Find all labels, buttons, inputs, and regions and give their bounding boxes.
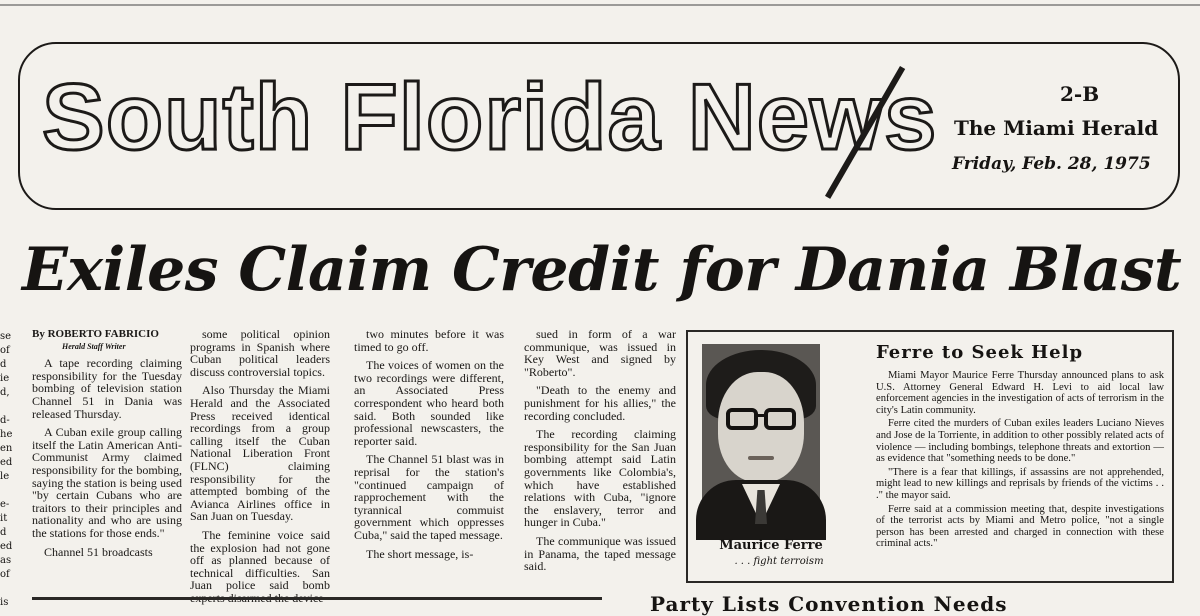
- sidebar-paragraph: Miami Mayor Maurice Ferre Thursday announced plans to ask U.S. Attorney General Edward H. Levi to aid local law enforcement agencies in the investigation of acts of terrorism in the city's Latin community.: [876, 370, 1164, 416]
- article-paragraph: The feminine voice said the explosion had not gone off as planned because of technical difficulties. San Juan police said bomb: [190, 527, 330, 593]
- sidebar-paragraph: "There is a fear that killings, if assassins are not apprehended, might lead to new killings and reprisals by friends of the victims . . ." the mayor said.: [876, 466, 1164, 501]
- paper-name: The Miami Herald: [954, 116, 1159, 140]
- article-paragraph: Also Thursday the Miami Herald and the Associated Press received identical recordings from a group calling itself the Cuban National Liberation Front (FLNC) claiming responsibility for the attempted bombing of the Avianca Airlines office in San Juan on Tuesday.: [190, 383, 330, 524]
- article-paragraph: The communique was issued in Panama, the taped message said.: [524, 533, 676, 574]
- article-paragraph: The short message, is-: [366, 546, 474, 561]
- headline: Exiles Claim Credit for Dania Blast: [22, 235, 1182, 305]
- article-paragraph: some political opinion programs in Spanish where Cuban political leaders discuss controversial topics.: [190, 327, 330, 379]
- cutoff-fragment: d: [0, 527, 7, 538]
- sidebar-body: [876, 370, 1164, 552]
- sidebar-box: [686, 330, 1174, 583]
- cutoff-fragment: e-: [0, 499, 10, 510]
- cutoff-fragment: d: [0, 359, 7, 370]
- cutoff-fragment: ie: [0, 373, 10, 384]
- cutoff-fragment: [0, 582, 14, 596]
- article-paragraph: The recording claiming responsibility for the San Juan bombing attempt said Latin governments like Colombia's, which have established relations with Cuba, "ignore the enslavery, terror and hunger in Cuba.": [524, 427, 676, 530]
- sidebar-title: Ferre to Seek Help: [876, 342, 1084, 363]
- cutoff-fragment: as: [0, 555, 12, 566]
- cutoff-fragment: d-: [0, 415, 10, 426]
- article-paragraph: sued in form of a war communique, was issued in Key West and signed by "Roberto".: [524, 327, 676, 379]
- photo-caption-name: Maurice Ferre: [719, 538, 823, 553]
- article-paragraph: A Cuban exile group calling itself the Latin American Anti-Communist Army claimed responsibility for the bombing, saying the station is being used "by certain Cubans who are traitors to their principles and nationality and who are using the stations for those ends.": [32, 425, 182, 540]
- article-paragraph: two minutes before it was timed to go off.: [354, 327, 504, 354]
- cutoff-fragment: [0, 400, 14, 414]
- bottom-headline: Party Lists Convention Needs: [650, 592, 1008, 616]
- page-number: 2-B: [1060, 82, 1100, 106]
- article-column-1: [32, 328, 182, 564]
- cutoff-column: [0, 330, 14, 610]
- sidebar-paragraph: Ferre said at a commission meeting that, despite investigations of the terrorist acts by Miami and Metro police, "not a single person has been arrested and charged in connection with these criminal acts.": [876, 503, 1164, 550]
- byline-role: Herald Staff Writer: [62, 341, 126, 351]
- cutoff-fragment: le: [0, 471, 10, 482]
- section-title: South Florida News: [42, 64, 938, 169]
- article-paragraph: "Death to the enemy and punishment for his allies," the recording concluded.: [524, 383, 676, 423]
- article-paragraph: A tape recording claiming responsibility for the Tuesday bombing of television station Channel 51 in Dania was released Thursday.: [32, 356, 182, 421]
- cutoff-fragment: se: [0, 331, 12, 342]
- cutoff-fragment: it: [0, 513, 8, 524]
- cutoff-fragment: [0, 484, 14, 498]
- masthead: [18, 42, 1180, 210]
- bottom-rule: [32, 597, 602, 600]
- article-column-2: [190, 328, 330, 610]
- cutoff-fragment: he: [0, 429, 13, 440]
- cutoff-fragment: ed: [0, 541, 13, 552]
- cutoff-fragment: ed: [0, 457, 13, 468]
- photo-caption-sub: . . . fight terroism: [734, 556, 824, 567]
- article-paragraph: The voices of women on the two recordings were different, an Associated Press correspondent who heard both said. Both sounded like professional newscasters, the reporter said.: [354, 358, 504, 448]
- portrait-photo: [702, 344, 820, 520]
- article-paragraph: Channel 51 broadcasts: [44, 544, 153, 559]
- cutoff-fragment: d,: [0, 387, 10, 398]
- article-column-3: [354, 328, 504, 566]
- paper-date: Friday, Feb. 28, 1975: [952, 154, 1151, 174]
- cutoff-fragment: en: [0, 443, 13, 454]
- cutoff-fragment: is: [0, 597, 9, 608]
- sidebar-paragraph: Ferre cited the murders of Cuban exiles leaders Luciano Nieves and Jose de la Torriente, in addition to other possibly related acts of violence — including bombings, telephone threats and extortion — as evidence that "something needs to be done.": [876, 418, 1164, 465]
- top-rule: [0, 4, 1200, 6]
- byline: By ROBERTO FABRICIO: [32, 328, 159, 340]
- article-column-4: [524, 328, 676, 579]
- cutoff-fragment: of: [0, 569, 10, 580]
- cutoff-fragment: of: [0, 345, 10, 356]
- article-paragraph: The Channel 51 blast was in reprisal for the station's "continued campaign of rapprochement with the tyrannical commuist government which oppresses Cuba," said the taped message.: [354, 452, 504, 542]
